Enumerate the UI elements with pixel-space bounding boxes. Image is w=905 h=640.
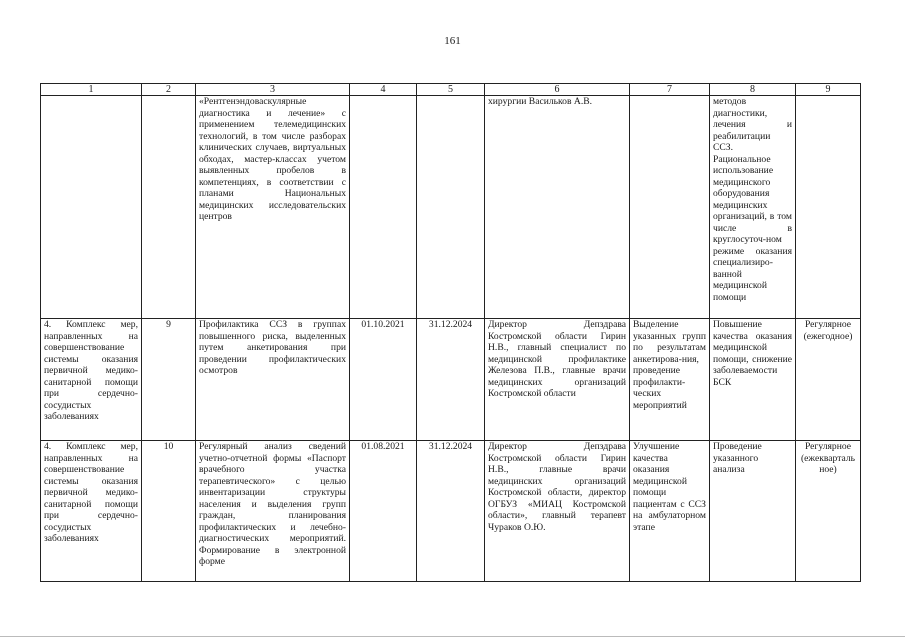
header-cell: 6 bbox=[485, 84, 630, 96]
activity-cell: Регулярный анализ сведений учетно-отчетной формы «Паспорт врачебного участка терапевтического» с целью инвентаризации структуры населения и выделения групп граждан, планирования профилактических и лечебно-диагностических мероприятий. Формирование в электронной форме bbox=[196, 441, 350, 582]
item-number-cell: 10 bbox=[142, 441, 196, 582]
header-cell: 5 bbox=[417, 84, 485, 96]
responsible-cell: Директор Депздрава Костромской области Гирин Н.В., главный специалист по медицинской профилактике Железова П.В., главные врачи медицинских организаций Костромской области bbox=[485, 319, 630, 441]
effect-cell: Проведение указанного анализа bbox=[710, 441, 796, 582]
effect-cell: методов диагностики, лечения и реабилитации ССЗ. Рациональное использование медицинского оборудования медицинских организаций, в том числе в круглосуточ-ном режиме оказания специализиро-ванной медицинской помощи bbox=[710, 96, 796, 319]
measure-group-cell bbox=[41, 96, 142, 319]
start-date-cell: 01.08.2021 bbox=[350, 441, 417, 582]
header-cell: 2 bbox=[142, 84, 196, 96]
result-cell bbox=[630, 96, 710, 319]
responsible-cell: Директор Депздрава Костромской области Гирин Н.В., главные врачи медицинских организаций Костромской области, директор ОГБУЗ «МИАЦ Костромской области», главный терапевт Чураков О.Ю. bbox=[485, 441, 630, 582]
measure-group-cell: 4. Комплекс мер, направленных на совершенствование системы оказания первичной медико-санитарной помощи при сердечно-сосудистых заболеваниях bbox=[41, 319, 142, 441]
header-cell: 7 bbox=[630, 84, 710, 96]
page-number: 161 bbox=[444, 35, 461, 47]
end-date-cell: 31.12.2024 bbox=[417, 441, 485, 582]
table-header-row bbox=[41, 84, 861, 96]
frequency-cell bbox=[796, 96, 861, 319]
start-date-cell bbox=[350, 96, 417, 319]
responsible-cell: хирургии Васильков А.В. bbox=[485, 96, 630, 319]
end-date-cell bbox=[417, 96, 485, 319]
end-date-cell: 31.12.2024 bbox=[417, 319, 485, 441]
header-cell: 3 bbox=[196, 84, 350, 96]
effect-cell: Повышение качества оказания медицинской помощи, снижение заболеваемости БСК bbox=[710, 319, 796, 441]
table-row bbox=[41, 319, 861, 441]
frequency-cell: Регулярное (ежегодное) bbox=[796, 319, 861, 441]
table-row bbox=[41, 441, 861, 582]
activity-cell: «Рентгенэндоваскулярные диагностика и лечение» с применением телемедицинских технологий, в том числе разборах клинических случаев, виртуальных обходах, мастер-классах учетом выявленных пробелов в компетенциях, в соответствии с планами Национальных медицинских исследовательских центров bbox=[196, 96, 350, 319]
measures-table bbox=[40, 83, 861, 582]
result-cell: Улучшение качества оказания медицинской помощи пациентам с ССЗ на амбулаторном этапе bbox=[630, 441, 710, 582]
header-cell: 9 bbox=[796, 84, 861, 96]
start-date-cell: 01.10.2021 bbox=[350, 319, 417, 441]
page-bottom-edge bbox=[0, 636, 905, 637]
item-number-cell bbox=[142, 96, 196, 319]
activity-cell: Профилактика ССЗ в группах повышенного риска, выделенных путем анкетирования при проведении профилактических осмотров bbox=[196, 319, 350, 441]
header-cell: 1 bbox=[41, 84, 142, 96]
header-cell: 8 bbox=[710, 84, 796, 96]
table-row bbox=[41, 96, 861, 319]
result-cell: Выделение указанных групп по результатам анкетирова-ния, проведение профилакти-ческих мероприятий bbox=[630, 319, 710, 441]
frequency-cell: Регулярное (ежекварталь ное) bbox=[796, 441, 861, 582]
header-cell: 4 bbox=[350, 84, 417, 96]
item-number-cell: 9 bbox=[142, 319, 196, 441]
measure-group-cell: 4. Комплекс мер, направленных на совершенствование системы оказания первичной медико-санитарной помощи при сердечно-сосудистых заболеваниях bbox=[41, 441, 142, 582]
